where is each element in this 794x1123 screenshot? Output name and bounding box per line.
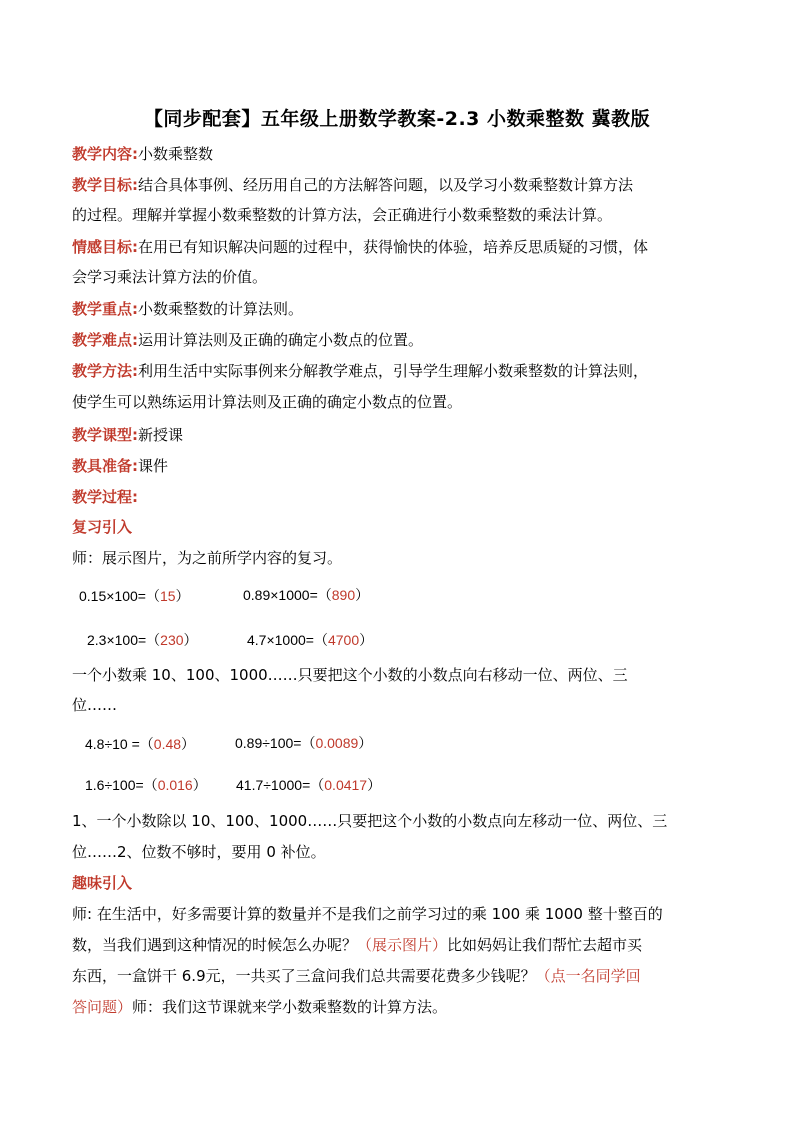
- review-heading: 复习引入: [72, 518, 133, 536]
- process-label: 教学过程:: [72, 488, 138, 506]
- goal-text-1: 结合具体事例、经历用自己的方法解答问题，以及学习小数乘整数计算方法: [138, 176, 634, 194]
- type-text: 新授课: [138, 426, 184, 444]
- content-row: [72, 144, 732, 164]
- method-row: [72, 361, 732, 381]
- rule-1-text-2: 位……: [72, 696, 118, 714]
- process-row: [72, 487, 732, 507]
- equation-8-question: 41.7÷1000=（: [236, 777, 325, 793]
- fun-text-2: [72, 935, 732, 955]
- fun-text-1: 师: 在生活中，好多需要计算的数量并不是我们之前学习过的乘 100 乘 1000 整十整百的: [72, 905, 663, 923]
- fun-text-4: [72, 997, 732, 1017]
- type-label: 教学课型:: [72, 426, 138, 444]
- emotion-row: [72, 237, 732, 257]
- goal-row: [72, 175, 732, 195]
- method-text-2: 使学生可以熟练运用计算法则及正确的确定小数点的位置。: [72, 393, 463, 411]
- equation-6-answer: 0.0089: [315, 735, 359, 751]
- equation-4-close: ）: [359, 632, 374, 648]
- equation-1-close: ）: [175, 588, 190, 604]
- fun-text-3: [72, 966, 732, 986]
- key-row: [72, 299, 732, 319]
- equation-3-answer: 230: [160, 632, 184, 648]
- equation-7-question: 1.6÷100=（: [85, 777, 158, 793]
- equation-5-question: 4.8÷10 =（: [85, 736, 154, 752]
- rule-1-text-1: 一个小数乘 10、100、1000……只要把这个小数的小数点向右移动一位、两位、三: [72, 666, 628, 684]
- fun-note-ask-student: （点一名同学回: [535, 967, 641, 985]
- key-label: 教学重点:: [72, 300, 138, 318]
- goal-text-2: 的过程。理解并掌握小数乘整数的计算方法，会正确进行小数乘整数的乘法计算。: [72, 206, 613, 224]
- equation-1-question: 0.15×100=（: [79, 588, 160, 604]
- equation-5-close: ）: [181, 736, 196, 752]
- goal-label: 教学目标:: [72, 176, 138, 194]
- equation-6: [235, 733, 372, 753]
- equation-8-answer: 0.0417: [324, 777, 368, 793]
- equation-6-question: 0.89÷100=（: [235, 735, 316, 751]
- fun-text-2a: 数，当我们遇到这种情况的时候怎么办呢？: [72, 936, 358, 954]
- equation-7: [85, 775, 207, 795]
- rule-2-text-1: 1、一个小数除以 10、100、1000……只要把这个小数的小数点向左移动一位、两位、三: [72, 812, 668, 830]
- equation-3-close: ）: [183, 632, 198, 648]
- difficulty-text: 运用计算法则及正确的确定小数点的位置。: [138, 331, 424, 349]
- fun-note-show-picture: （展示图片）: [357, 936, 448, 954]
- equation-3-question: 2.3×100=（: [87, 632, 161, 648]
- equation-7-close: ）: [192, 777, 207, 793]
- method-text-1: 利用生活中实际事例来分解教学难点，引导学生理解小数乘整数的计算法则，: [138, 362, 649, 380]
- equation-1: [79, 586, 190, 606]
- equation-8-close: ）: [367, 777, 382, 793]
- equation-4: [247, 630, 373, 650]
- equation-4-question: 4.7×1000=（: [247, 632, 328, 648]
- rule-2-text-2: 位……2、位数不够时，要用 0 补位。: [72, 843, 326, 861]
- tools-text: 课件: [138, 457, 169, 475]
- equation-2-question: 0.89×1000=（: [243, 587, 332, 603]
- tools-row: [72, 456, 732, 476]
- emotion-text-2: 会学习乘法计算方法的价值。: [72, 268, 268, 286]
- equation-7-answer: 0.016: [157, 777, 193, 793]
- difficulty-row: [72, 330, 732, 350]
- equation-1-answer: 15: [159, 588, 176, 604]
- equation-6-close: ）: [358, 735, 373, 751]
- method-label: 教学方法:: [72, 362, 138, 380]
- type-row: [72, 425, 732, 445]
- emotion-text-1: 在用已有知识解决问题的过程中，获得愉快的体验，培养反思质疑的习惯，体: [138, 238, 649, 256]
- difficulty-label: 教学难点:: [72, 331, 138, 349]
- fun-text-3a: 东西，一盒饼干 6.9元，一共买了三盒问我们总共需要花费多少钱呢？: [72, 967, 536, 985]
- review-intro: 师：展示图片，为之前所学内容的复习。: [72, 549, 343, 567]
- fun-heading: 趣味引入: [72, 874, 133, 892]
- fun-text-4b: 师：我们这节课就来学小数乘整数的计算方法。: [132, 998, 448, 1016]
- tools-label: 教具准备:: [72, 457, 138, 475]
- equation-8: [236, 775, 381, 795]
- equation-2-close: ）: [355, 587, 370, 603]
- emotion-label: 情感目标:: [72, 238, 138, 256]
- fun-note-answer: 答问题）: [72, 998, 133, 1016]
- equation-4-answer: 4700: [327, 632, 360, 648]
- equation-2: [243, 585, 369, 605]
- equation-2-answer: 890: [331, 587, 356, 603]
- fun-text-2c: 比如妈妈让我们帮忙去超市买: [447, 936, 643, 954]
- equation-5-answer: 0.48: [153, 736, 182, 752]
- equation-3: [87, 630, 198, 650]
- equation-5: [85, 734, 195, 754]
- key-text: 小数乘整数的计算法则。: [138, 300, 304, 318]
- page-title: 【同步配套】五年级上册数学教案-2.3 小数乘整数 冀教版: [143, 108, 651, 130]
- content-text: 小数乘整数: [138, 145, 214, 163]
- content-label: 教学内容:: [72, 145, 138, 163]
